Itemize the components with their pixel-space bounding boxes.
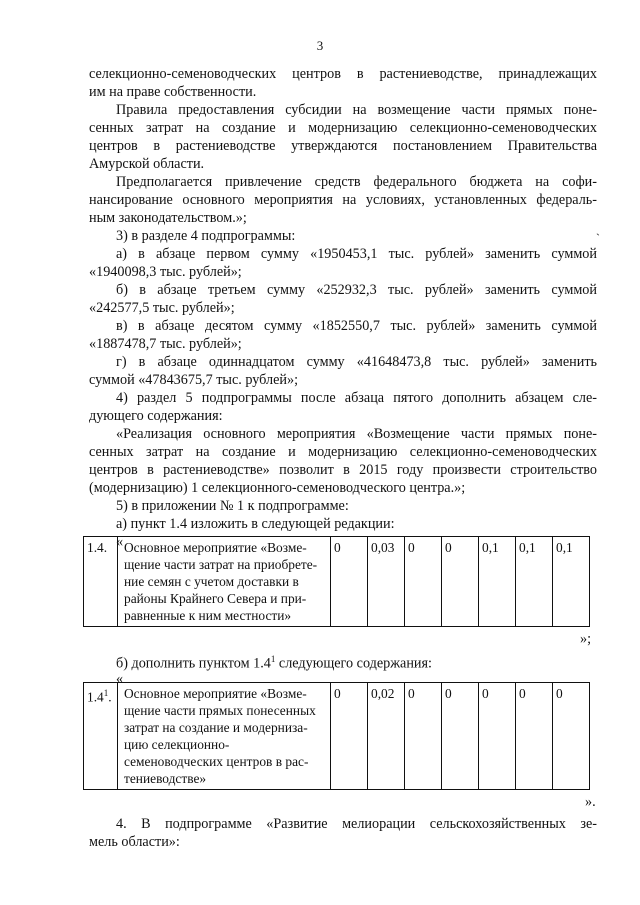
item-name-line: цию селекционно- bbox=[124, 737, 230, 752]
value-cell: 0 bbox=[442, 683, 479, 790]
item-name-line: ние семян с учетом доставки в bbox=[124, 574, 299, 589]
item-name-line: районы Крайнего Севера и при- bbox=[124, 591, 307, 606]
paragraph-line: 4) раздел 5 подпрограммы после абзаца пятого дополнить абзацем сле- bbox=[116, 390, 597, 406]
value-cell: 0,03 bbox=[368, 537, 405, 627]
item-name-line: тениеводстве» bbox=[124, 771, 207, 786]
value-cell: 0,1 bbox=[516, 537, 553, 627]
item-number-tail: . bbox=[108, 689, 112, 705]
program-table-1-4 bbox=[83, 536, 590, 627]
paragraph-line: «1887478,7 тыс. рублей»; bbox=[89, 336, 242, 352]
superscript: 1 bbox=[103, 688, 109, 698]
item-name bbox=[118, 683, 331, 790]
item-number-text: 1.4 bbox=[87, 689, 104, 705]
paragraph-line: Предполагается привлечение средств федерального бюджета на софи- bbox=[116, 174, 597, 190]
item-name-line: щение части прямых понесенных bbox=[124, 703, 316, 718]
paragraph-line: дующего содержания: bbox=[89, 408, 223, 424]
paragraph-line: «1940098,3 тыс. рублей»; bbox=[89, 264, 242, 280]
paragraph-line: Амурской области. bbox=[89, 156, 205, 172]
paragraph-line: г) в абзаце одиннадцатом сумму «41648473,8 тыс. рублей» заменить bbox=[116, 354, 597, 370]
value-cell: 0 bbox=[442, 537, 479, 627]
value-cell: 0 bbox=[405, 537, 442, 627]
item-name bbox=[118, 537, 331, 627]
paragraph-line: центров в растениеводстве утверждаются постановлением Правительства bbox=[89, 138, 597, 154]
paragraph-line: суммой «47843675,7 тыс. рублей»; bbox=[89, 372, 299, 388]
paragraph-line: а) пункт 1.4 изложить в следующей редакции: bbox=[116, 516, 395, 532]
paragraph-line: им на праве собственности. bbox=[89, 84, 257, 100]
item-name-line: щение части затрат на приобрете- bbox=[124, 557, 318, 572]
paragraph-line: «242577,5 тыс. рублей»; bbox=[89, 300, 235, 316]
paragraph-line: мель области»: bbox=[89, 834, 180, 850]
value-cell: 0 bbox=[553, 683, 590, 790]
line-b-tail: следующего содержания: bbox=[275, 655, 432, 672]
item-name-line: затрат на создание и модерниза- bbox=[124, 720, 308, 735]
superscript: 1 bbox=[270, 654, 276, 664]
item-name-line: равненные к ним местности» bbox=[124, 608, 292, 623]
paragraph-line bbox=[116, 650, 432, 673]
value-cell: 0 bbox=[479, 683, 516, 790]
value-cell: 0,1 bbox=[553, 537, 590, 627]
paragraph-line: сенных затрат на создание и модернизацию селекционно-семеноводческих bbox=[89, 444, 597, 460]
program-table-1-4-1 bbox=[83, 682, 590, 790]
item-name-line: Основное мероприятие «Возме- bbox=[124, 686, 307, 701]
paragraph-line: сенных затрат на создание и модернизацию селекционно-семеноводческих bbox=[89, 120, 597, 136]
page-number: 3 bbox=[316, 38, 324, 53]
table-row bbox=[84, 683, 590, 790]
table-row bbox=[84, 537, 590, 627]
item-name-line: Основное мероприятие «Возме- bbox=[124, 540, 307, 555]
paragraph-line: б) в абзаце третьем сумму «252932,3 тыс. рублей» заменить суммой bbox=[116, 282, 597, 298]
value-cell: 0,02 bbox=[368, 683, 405, 790]
close-quote: »; bbox=[580, 631, 592, 647]
value-cell: 0 bbox=[516, 683, 553, 790]
item-number bbox=[84, 683, 118, 790]
value-cell: 0 bbox=[331, 537, 368, 627]
line-b-text: б) дополнить пунктом 1.4 bbox=[116, 655, 271, 672]
paragraph-line: нансирование основного мероприятия на условиях, установленных федераль- bbox=[89, 192, 597, 208]
value-cell: 0 bbox=[331, 683, 368, 790]
stray-mark: ˎ bbox=[596, 222, 600, 236]
close-quote: ». bbox=[585, 794, 596, 810]
paragraph-line: центров в растениеводстве» позволит в 2015 году произвести строительство bbox=[89, 462, 597, 478]
paragraph-line: «Реализация основного мероприятия «Возмещение части прямых поне- bbox=[116, 426, 597, 442]
value-cell: 0,1 bbox=[479, 537, 516, 627]
paragraph-line: 5) в приложении № 1 к подпрограмме: bbox=[116, 498, 349, 514]
paragraph-line: 4. В подпрограмме «Развитие мелиорации сельскохозяйственных зе- bbox=[116, 816, 597, 832]
paragraph-line: Правила предоставления субсидии на возмещение части прямых поне- bbox=[116, 102, 597, 118]
paragraph-line: селекционно-семеноводческих центров в растениеводстве, принадлежащих bbox=[89, 66, 597, 82]
paragraph-line: (модернизацию) 1 селекционного-семеноводческого центра.»; bbox=[89, 480, 466, 496]
paragraph-line: а) в абзаце первом сумму «1950453,1 тыс. рублей» заменить суммой bbox=[116, 246, 597, 262]
open-quote: « bbox=[116, 534, 124, 550]
value-cell: 0 bbox=[405, 683, 442, 790]
paragraph-line: 3) в разделе 4 подпрограммы: bbox=[116, 228, 296, 244]
item-number: 1.4. bbox=[84, 537, 118, 627]
paragraph-line: ным законодательством.»; bbox=[89, 210, 247, 226]
item-name-line: семеноводческих центров в рас- bbox=[124, 754, 309, 769]
open-quote: « bbox=[116, 671, 124, 687]
paragraph-line: в) в абзаце десятом сумму «1852550,7 тыс. рублей» заменить суммой bbox=[116, 318, 597, 334]
